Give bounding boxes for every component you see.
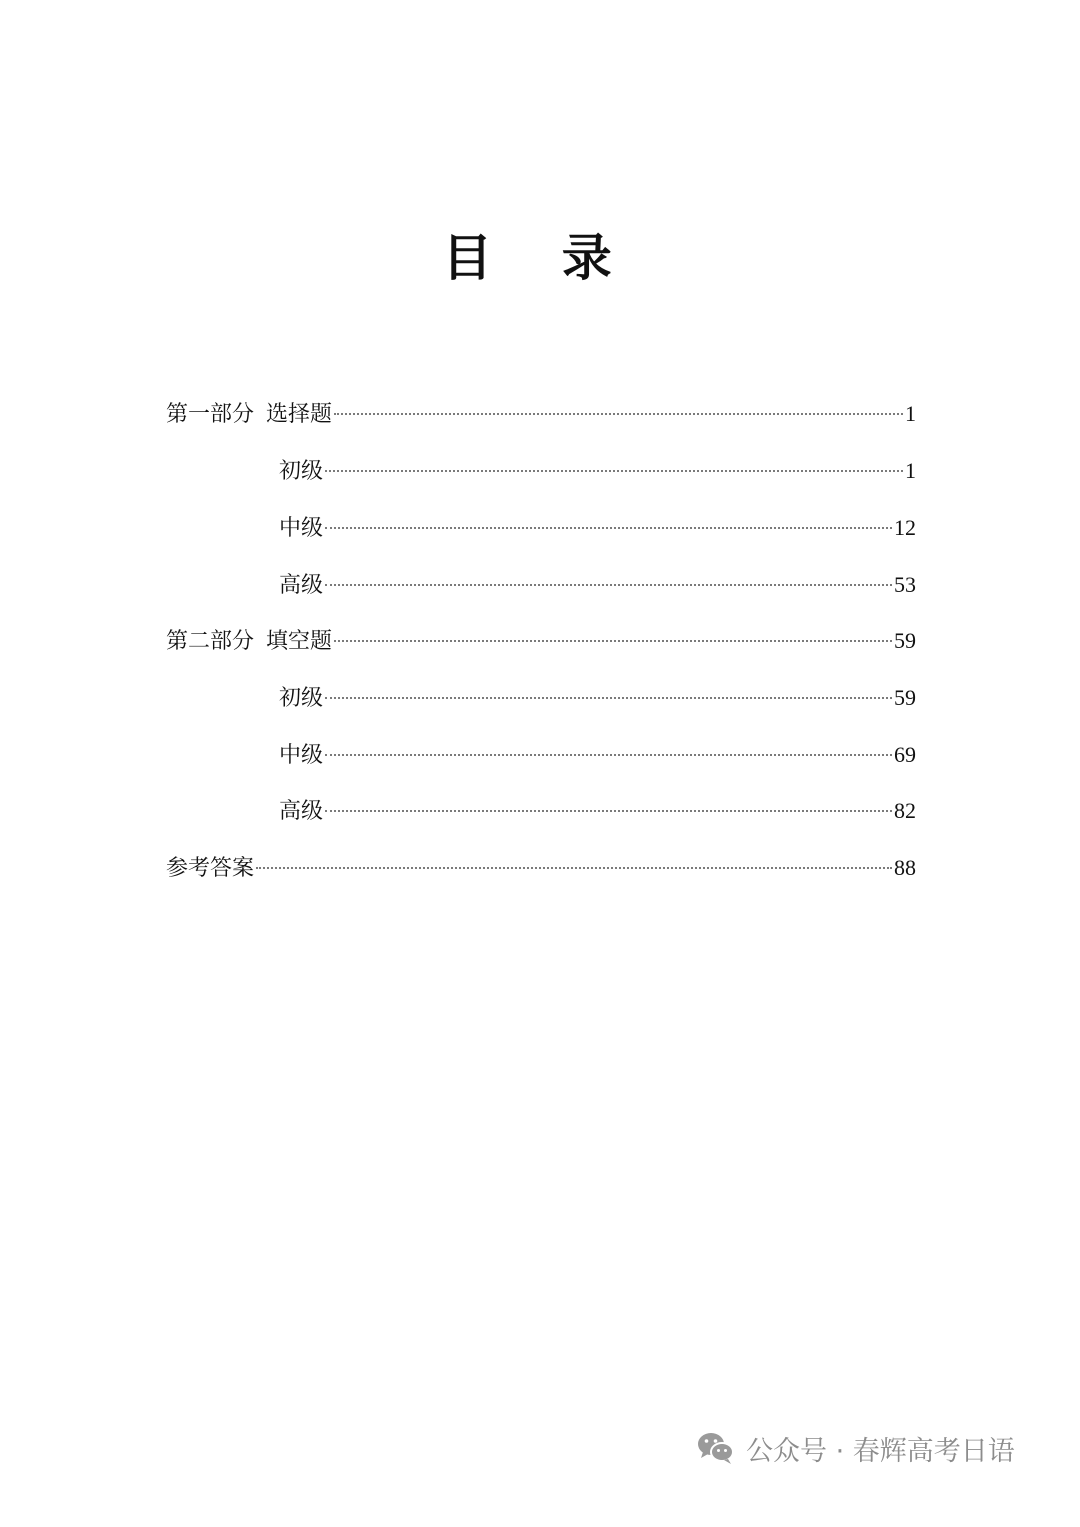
- toc-page-number: 88: [894, 855, 916, 880]
- toc-section-title: 选择题: [266, 402, 333, 427]
- dot-leader: [325, 527, 892, 529]
- toc-entry-part-1-intermediate[interactable]: [279, 511, 916, 545]
- dot-leader: [325, 754, 892, 756]
- toc-page-number: 59: [894, 685, 916, 710]
- dot-leader: [334, 640, 892, 642]
- toc-page-number: 69: [894, 742, 916, 767]
- toc-entry-part-1-advanced[interactable]: [279, 568, 916, 602]
- toc-entry-label: [166, 398, 332, 432]
- toc-entry-label: 中级: [279, 516, 324, 541]
- toc-entry-part-2-beginner[interactable]: [279, 681, 916, 715]
- toc-page-number: 1: [905, 458, 916, 483]
- dot-leader: [325, 470, 903, 472]
- dot-leader: [256, 867, 892, 869]
- toc-entry-part-2-advanced[interactable]: [279, 794, 916, 828]
- toc-page-number: 82: [894, 798, 916, 823]
- toc-entry-label: 初级: [279, 686, 324, 711]
- toc-entry-part-2-intermediate[interactable]: [279, 738, 916, 772]
- watermark-text: 公众号 · 春辉高考日语: [746, 1435, 1015, 1467]
- toc-entry-label: 参考答案: [166, 856, 255, 881]
- toc-page-number: 59: [894, 628, 916, 653]
- toc-entry-label: 中级: [279, 743, 324, 768]
- toc-entry-label: 高级: [279, 799, 324, 824]
- toc-page-number: 1: [905, 401, 916, 426]
- wechat-icon: [696, 1431, 736, 1465]
- dot-leader: [334, 413, 903, 415]
- toc-entry-label: [166, 625, 332, 659]
- dot-leader: [325, 810, 892, 812]
- toc-entry-part-1-beginner[interactable]: [279, 454, 916, 488]
- toc-section-title: 填空题: [266, 629, 333, 654]
- toc-entry-label: 初级: [279, 459, 324, 484]
- toc-entry-label: 高级: [279, 573, 324, 598]
- toc-entry-part-1[interactable]: [166, 397, 916, 431]
- toc-page-number: 12: [894, 515, 916, 540]
- toc-page-number: 53: [894, 572, 916, 597]
- toc-section-label: 第一部分: [166, 402, 255, 427]
- toc-entry-answers[interactable]: [166, 851, 916, 885]
- watermark: [696, 1428, 1015, 1468]
- page-title: 目 录: [442, 228, 638, 287]
- dot-leader: [325, 697, 892, 699]
- dot-leader: [325, 584, 892, 586]
- toc-section-label: 第二部分: [166, 629, 255, 654]
- toc-entry-part-2[interactable]: [166, 624, 916, 658]
